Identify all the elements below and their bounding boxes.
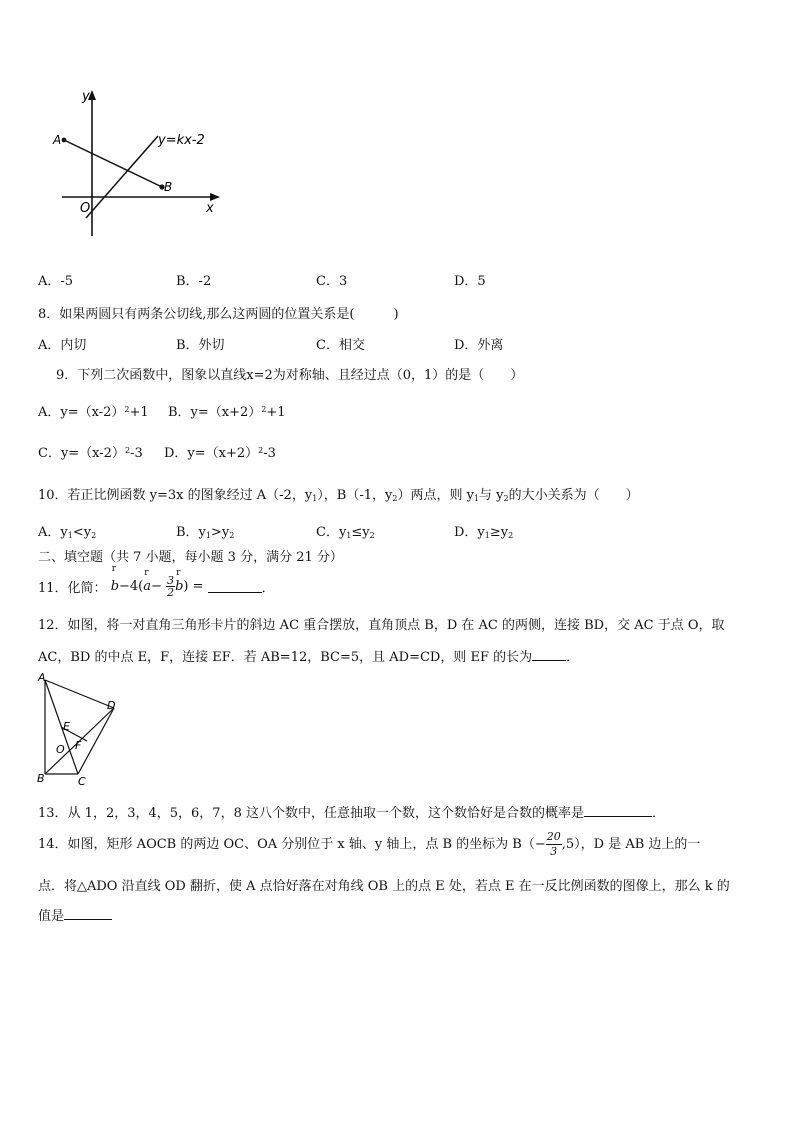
q7-option-a[interactable]: A．-5 [38,274,74,289]
q11-frac-num: 3 [167,574,175,587]
q8-option-c[interactable]: C．相交 [316,338,365,353]
q11-a-text: a [143,579,152,594]
q8-stem: 8．如果两圆只有两条公切线,那么这两圆的位置关系是( ) [38,307,399,322]
q10-sub-2: 2 [392,494,398,503]
q11-expression [110,564,204,599]
q10-stem-4: 与 y [479,488,504,503]
q9-b-post: +1 [266,405,286,420]
line-kx-2 [86,136,158,218]
q14-line-1 [38,828,700,862]
q13-line [38,802,665,821]
y-axis-label: y [82,89,90,104]
q10-stem-3: ）两点，则 y [397,488,474,503]
q12-answer-blank[interactable] [532,648,566,661]
q10-stem-5: 的大小关系为（ ） [508,488,639,503]
q14-line-2: 点．将△ADO 沿直线 OD 翻折，使 A 点恰好落在对角线 OB 上的点 E 处，若点 E 在一反比例函数的图像上，那么 k 的 [38,879,730,894]
q10-a-s1: 1 [67,531,73,540]
x-axis-arrow [210,193,220,201]
q12-line-2-end: ． [566,650,580,665]
q8-option-d[interactable]: D．外离 [454,338,504,353]
q9-option-b[interactable] [168,401,286,420]
q14-frac-num: 20 [546,830,561,843]
q9-option-c[interactable] [38,442,143,461]
q11-minus: − [151,579,162,594]
q12-figure [34,670,124,792]
q9-b-pre: B．y=（x+2） [168,405,262,420]
q14-line-3 [38,905,112,924]
fig-label-c: C [78,775,86,788]
q10-b-s1: 1 [205,531,211,540]
q9-option-a[interactable] [38,401,149,420]
q14-frac-den: 3 [550,845,558,858]
q10-sub-4: 2 [503,494,509,503]
q10-option-a[interactable] [38,521,96,540]
q11-answer-blank[interactable] [208,580,262,593]
q14-answer-blank[interactable] [64,907,112,920]
q11-b2 [175,568,184,594]
q9-d-post: -3 [263,446,276,461]
q11-suffix: ． [261,581,275,596]
q11-vec-a: r [144,568,149,578]
point-a-dot [62,138,67,143]
q9-option-d[interactable] [164,442,276,461]
q14-line-1-b: ,5），D 是 AB 边上的一 [561,837,701,852]
segment-cd [78,708,114,774]
fig-label-d: D [107,699,116,712]
q11-a [143,568,152,594]
q9-c-post: -3 [130,446,143,461]
q13-answer-blank[interactable] [584,804,652,817]
q10-option-d[interactable] [454,521,513,540]
q11-prefix: 11．化简： [38,581,107,596]
q9-a-exp: 2 [124,405,130,414]
q10-c-label: C．y [316,525,347,540]
q11-frac-den: 2 [167,586,175,599]
q12-line-2 [38,646,579,665]
q10-b-rel: >y [211,525,230,540]
section-heading-fill-in: 二、填空题（共 7 小题，每小题 3 分，满分 21 分） [38,550,343,565]
q11-b1: b [110,579,120,594]
q10-sub-3: 1 [473,494,480,503]
segment-ad [45,680,114,708]
q7-option-c[interactable]: C．3 [316,274,348,289]
q7-graph [50,88,230,240]
q11-minus-four: −4( [119,579,144,594]
line-label: y=kx-2 [158,133,205,148]
fig-label-b: B [37,772,45,785]
q12-line-1: 12．如图，将一对直角三角形卡片的斜边 AC 重合摆放，直角顶点 B，D 在 AC 的两侧，连接 BD，交 AC 于点 O，取 [38,618,725,633]
point-b-label: B [164,180,173,194]
fig-label-a: A [38,671,46,684]
q10-c-s2: 2 [369,531,375,540]
q10-a-s2: 2 [91,531,97,540]
fig-label-e: E [63,720,70,733]
fig-label-o: O [56,743,65,756]
q9-a-pre: A．y=（x-2） [38,405,125,420]
q11-close: ) = [183,579,204,594]
q8-option-b[interactable]: B．外切 [176,338,225,353]
q9-c-exp: 2 [124,446,131,455]
q8-option-a[interactable]: A．内切 [38,338,87,353]
q11-fraction [166,575,175,598]
q11-b2-text: b [175,579,184,594]
q10-option-c[interactable] [316,521,375,540]
q10-d-label: D．y [454,525,485,540]
q10-b-label: B．y [176,525,206,540]
q12-line-2-text: AC，BD 的中点 E，F，连接 EF．若 AB=12，BC=5，且 AD=CD，则 EF 的长为 [38,650,533,665]
q13-text: 13．从 1，2，3，4，5，6，7，8 这八个数中，任意抽取一个数，这个数恰好是合数的概率是 [38,806,584,821]
q10-d-rel: ≥y [489,525,509,540]
q9-d-exp: 2 [258,446,264,455]
q11-vec-b1: r [111,564,116,574]
q10-sub-1: 1 [312,494,318,503]
q10-stem [38,484,639,503]
q11-line [38,564,275,605]
q10-stem-2: ），B（-1，y [317,488,393,503]
q10-c-s1: 1 [346,531,352,540]
q9-a-post: +1 [129,405,149,420]
q10-stem-1: 10．若正比例函数 y=3x 的图象经过 A（-2，y [38,488,313,503]
q14-line-3-text: 值是 [38,909,65,924]
q11-vec-b2: r [176,568,181,578]
q10-b-s2: 2 [229,531,235,540]
q10-a-rel: <y [72,525,92,540]
point-a-label: A [53,133,62,147]
q10-d-s2: 2 [508,531,514,540]
q14-fraction [546,830,562,859]
q10-option-b[interactable] [176,521,234,540]
q9-stem: 9．下列二次函数中，图象以直线x=2为对称轴、且经过点（0，1）的是（ ） [56,368,524,383]
q9-c-pre: C．y=（x-2） [38,446,125,461]
q9-b-exp: 2 [261,405,267,414]
q13-end: ． [651,806,665,821]
origin-label: O [80,201,91,216]
q14-line-1-a: 14．如图，矩形 AOCB 的两边 OC、OA 分别位于 x 轴、y 轴上，点 B 的坐标为 B（− [38,837,546,852]
x-axis-label: x [206,201,214,216]
q10-d-s1: 1 [484,531,490,540]
q9-d-pre: D．y=（x+2） [164,446,259,461]
q7-option-b[interactable]: B．-2 [176,274,212,289]
fig-label-f: F [75,739,82,752]
q10-c-rel: ≤y [351,525,370,540]
q10-a-label: A．y [38,525,68,540]
q7-option-d[interactable]: D．5 [454,274,486,289]
